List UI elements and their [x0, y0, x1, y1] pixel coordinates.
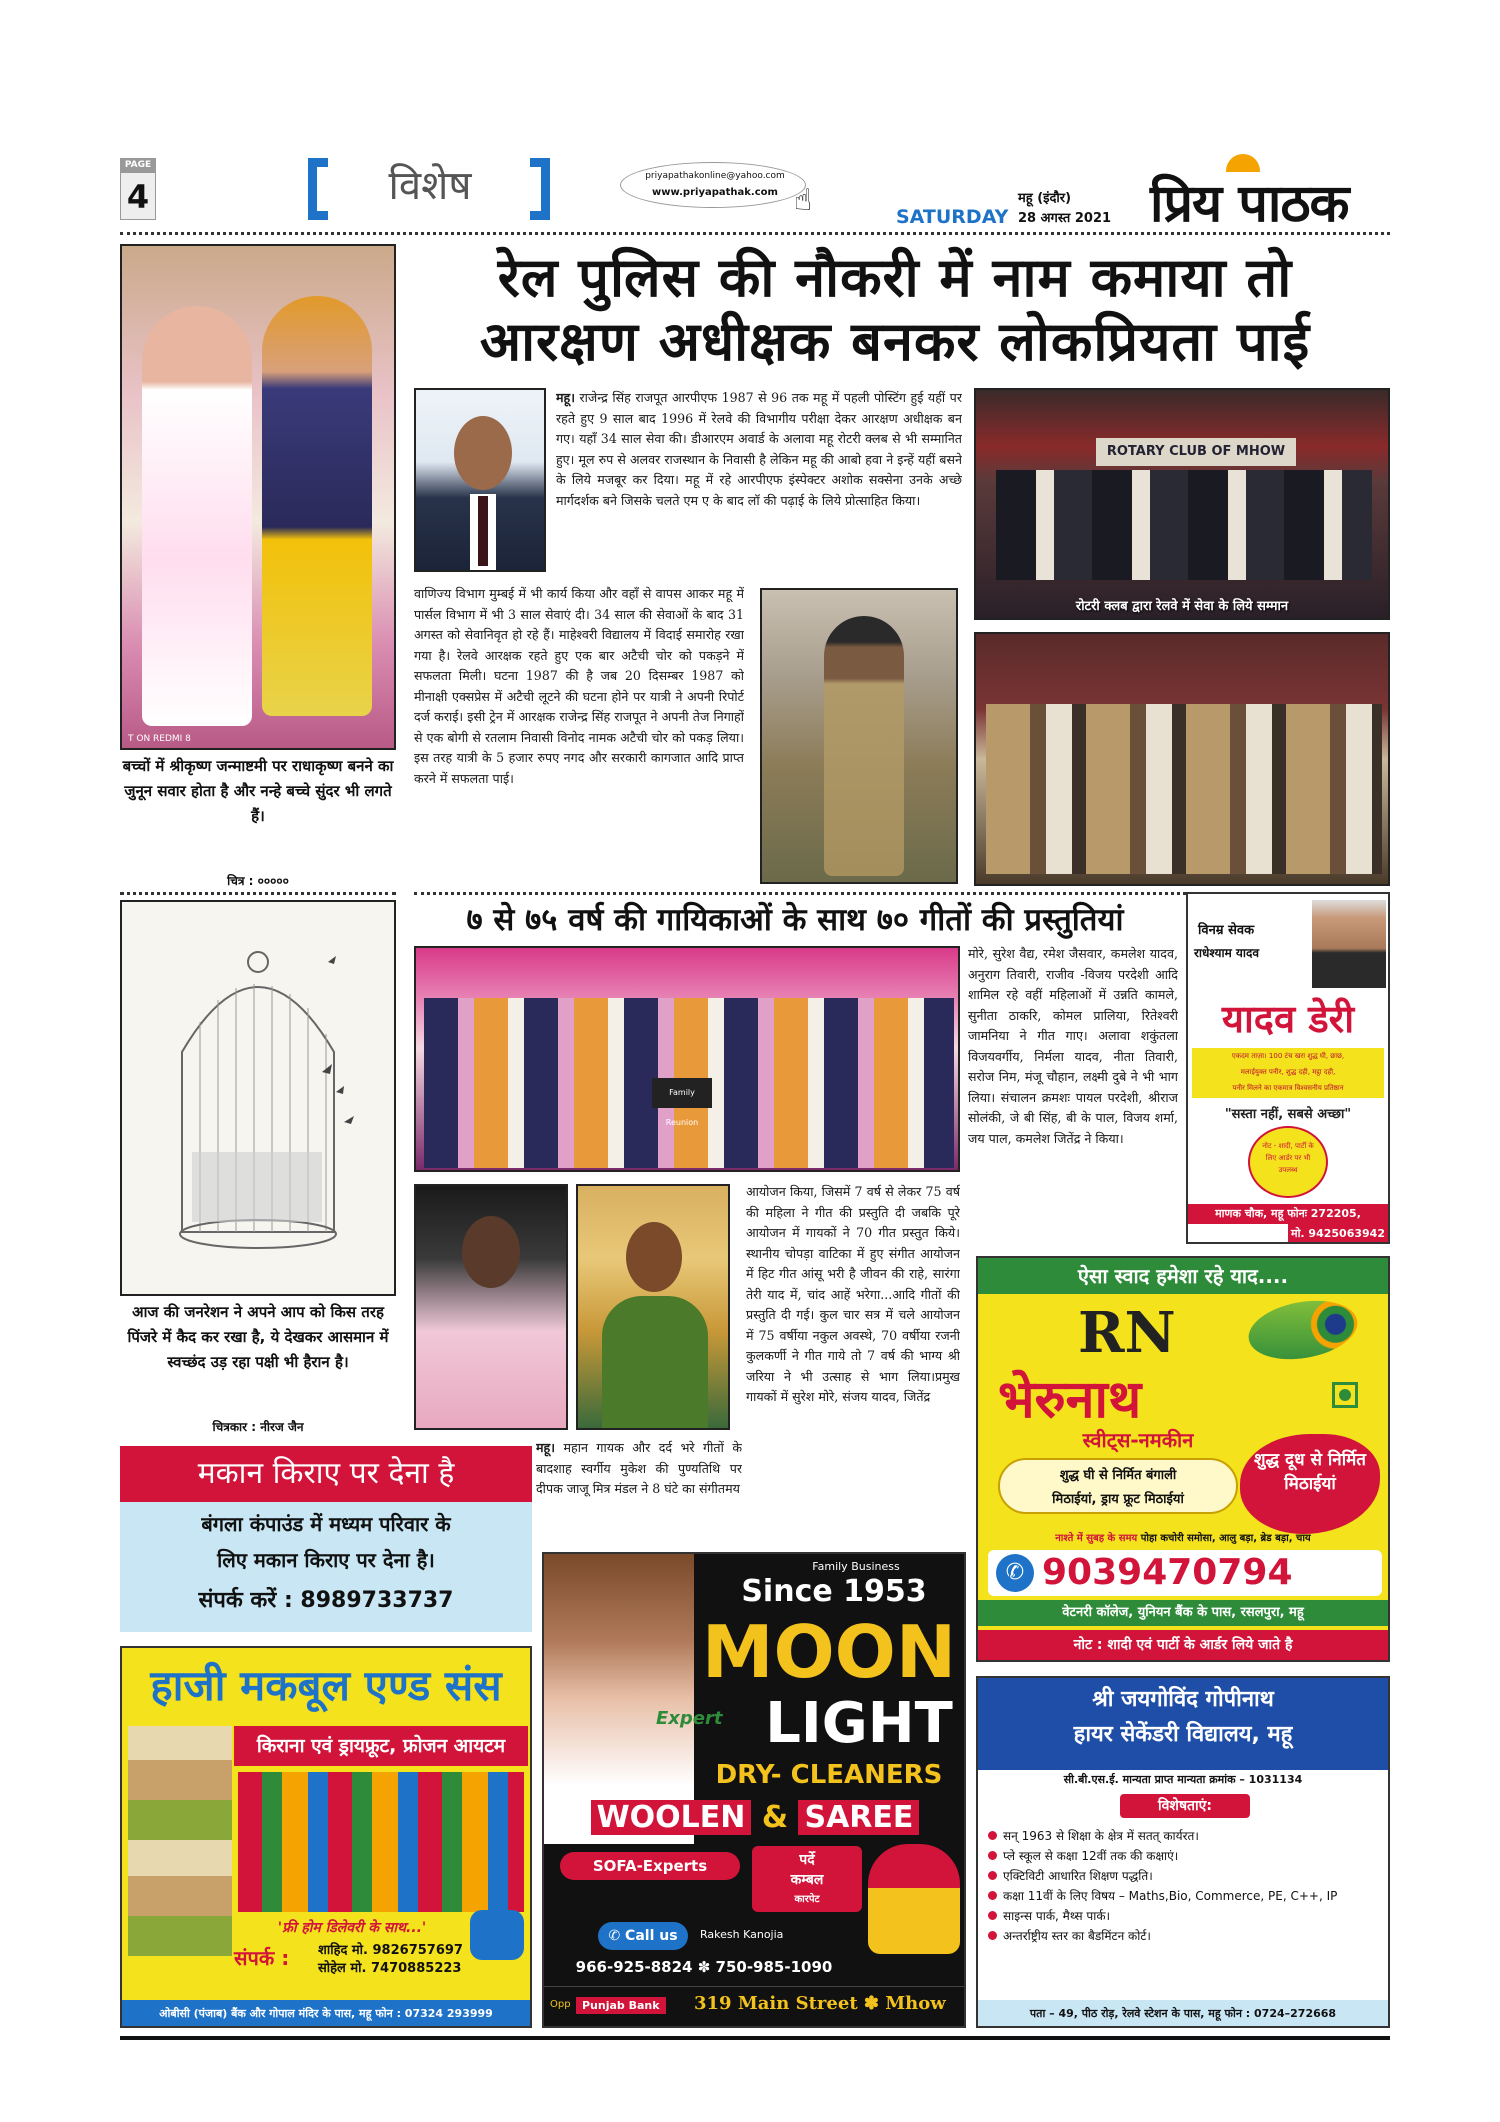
yadav-slogan: "सस्ता नहीं, सबसे अच्छा" — [1224, 1107, 1352, 1122]
day-label: SATURDAY — [896, 206, 1009, 228]
feature-text: कक्षा 11वीं के लिए विषय – Maths,Bio, Commerce, PE, C++, IP — [1003, 1889, 1338, 1903]
cage-credit: चित्रकार : नीरज जैन — [212, 1420, 304, 1434]
yadav-desc — [1192, 1048, 1384, 1098]
moon-address: 319 Main Street ✽ Mhow — [694, 1993, 946, 2014]
main-headline-1: रेल पुलिस की नौकरी में नाम कमाया तो — [497, 246, 1293, 309]
bhairunath-brand: भेरुनाथ — [998, 1369, 1142, 1430]
milk-splash-badge: शुद्ध दूध से निर्मित मिठाईयां — [1240, 1434, 1380, 1534]
header-divider — [120, 232, 1390, 235]
cage-caption: आज की जनरेशन ने अपने आप को किस तरह पिंजरे में कैद कर रखा है, ये देखकर आसमान में स्वच्छंद उड़ रहा पक्षी भी हैरान है। — [127, 1303, 389, 1371]
cage-drawing — [120, 900, 396, 1296]
yadav-dairy-ad[interactable] — [1186, 892, 1390, 1244]
main-headline-2: आरक्षण अधीक्षक बनकर लोकप्रियता पाई — [479, 310, 1311, 373]
parde-tag — [752, 1846, 862, 1912]
yadav-address: माणक चौक, महू फोनः 272205, — [1188, 1204, 1388, 1224]
saree-word: SAREE — [798, 1800, 919, 1835]
child-radha — [142, 306, 252, 726]
yadav-badge: नोट - शादी, पार्टी के लिए आर्डर पर भी उपलब्ध — [1248, 1126, 1328, 1198]
yadav-brand: यादव डेरी — [1221, 997, 1355, 1041]
carpet-word: कारपेट — [794, 1894, 820, 1905]
left-divider-1 — [120, 892, 396, 895]
cage-sketch-svg — [122, 902, 394, 1294]
haji-delivery: 'फ्री होम डिलेवरी के साथ...' — [277, 1920, 427, 1936]
school-title-2: हायर सेकेंडरी विद्यालय, महू — [1073, 1722, 1293, 1747]
singers-col-1 — [536, 1438, 742, 1548]
singers-col-2: आयोजन किया, जिसमें 7 वर्ष से लेकर 75 वर्ष की महिला ने गीत की प्रस्तुति दी जबकि पूरे आयोजन में गायकों ने 70 गीत प्रस्तुत किये। स्थानीय चोपड़ा वाटिका में हुए संगीत आयोजन में हिट गीत आंसू भरी है जीवन की राहे, सारंगा तेरी याद में, चांद आहें भरेगा...आदि गीतों की प्रस्तुति दी गई। कुल चार सत्र में चले आयोजन में 75 वर्षीया नकुल अवस्थे, 70 वर्षीया रजनी कुलकर्णी ने गीत गाये तो 7 वर्ष की भाग्य श्री जरिया ने भी उत्साह से भाग लिया।प्रमुख गायकों में सुरेश मोरे, संजय यादव, जितेंद्र — [746, 1184, 960, 1404]
feature-text: सन् 1963 से शिक्षा के क्षेत्र में सतत् कार्यरत। — [1003, 1829, 1199, 1843]
bhairunath-phone: 9039470794 — [1042, 1552, 1293, 1593]
page-badge — [120, 158, 156, 222]
page-number: 4 — [120, 172, 156, 220]
breakfast-label: नाश्ते में सुबह के समय — [1055, 1533, 1138, 1544]
peacock-feather-icon — [1244, 1293, 1362, 1367]
parde-word: पर्दे — [799, 1852, 815, 1868]
rpf-uniform-photo — [760, 588, 958, 884]
elder-singer-saree — [602, 1296, 708, 1430]
bullet-icon — [988, 1931, 997, 1940]
kambal-word: कम्बल — [790, 1872, 824, 1888]
child-krishna — [262, 296, 372, 716]
pill-line-1: शुद्ध घी से निर्मित बंगाली — [1059, 1468, 1177, 1483]
breakfast-line — [978, 1530, 1388, 1544]
contact-oval — [620, 162, 806, 208]
call-us-label: Call us — [625, 1928, 678, 1944]
feature-item — [988, 1827, 1382, 1844]
camera-watermark: T ON REDMI 8 — [128, 734, 191, 744]
website-text[interactable]: www.priyapathak.com — [652, 187, 778, 198]
rn-logo: RN — [1078, 1300, 1176, 1366]
singers-col-3: मोरे, सुरेश वैद्य, रमेश जैसवार, कमलेश यादव, अनुराग तिवारी, राजीव -विजय परदेशी आदि शामिल रहे वहीं महिलाओं में उन्नति कामले, सुनीता ठाकरि, कोमल प्रालिया, रितेश्वरी जामनिया ने गीत गाए। अलावा शकुंतला विजयवर्गीय, निर्मला यादव, नीता तिवारी, सरोज निम, मंजू चौहान, लक्ष्मी दुबे ने भी भाग लिया। संचालन क्रमशः पायल परदेशी, श्रीराज सोलंकी, जे बी सिंह, बी के पाल, विजय शर्मा, जय पाल, कमलेश जितेंद्र ने किया। — [968, 946, 1178, 1146]
main-story-para-2: वाणिज्य विभाग मुम्बई में भी कार्य किया और वहाँ से वापस आकर महू में पार्सल विभाग में भी 3 साल सेवाएं दी। 34 साल की सेवाओं के बाद 31 अगस्त को सेवानिवृत हो रहे हैं। माहेश्वरी विद्यालय में विदाई समारोह रखा गया है। रेलवे आरक्षक रहते हुए एक बार अटैची चोर को पकड़ने में सफलता मिली। घटना 1987 की है जब 20 दिसम्बर 1987 को मीनाक्षी एक्सप्रेस में अटैची लूटने की घटना होने पर यात्री ने अपनी रिपोर्ट दर्ज कराई। इसी ट्रेन में आरक्षक राजेन्द्र सिंह राजपूत ने अपनी तेज निगाहों से एक बोगी से रतलाम निवासी विनोद नामक अटैची चोर को पकड़ लिया। इस तरह यात्री के 5 हजार रुपए नगद और सरकारी कागजात आदि प्राप्त करने में सफलता पाई। — [414, 586, 744, 786]
school-header — [978, 1678, 1388, 1770]
woolen-word: WOOLEN — [591, 1800, 752, 1835]
rent-contact[interactable]: संपर्क करें : 8989733737 — [198, 1588, 454, 1613]
elder-singer-photo — [576, 1184, 730, 1430]
feature-item — [988, 1907, 1382, 1924]
house-rent-ad[interactable] — [120, 1446, 532, 1632]
bullet-icon — [988, 1831, 997, 1840]
singers-col1-text: महान गायक और दर्द भरे गीतों के बादशाह स्वर्गीय मुकेश की पुण्यतिथि पर दीपक जाजू मित्र मंडल ने 8 घंटे का संगीतमय — [536, 1440, 742, 1496]
moon-light-drycleaners-ad[interactable] — [542, 1552, 966, 2028]
amp-symbol: & — [761, 1800, 789, 1835]
feature-text: एक्टिविटी आधारित शिक्षण पद्धति। — [1003, 1869, 1153, 1883]
singers-headline: ७ से ७५ वर्ष की गायिकाओं के साथ ७० गीतों की प्रस्तुतियां — [466, 902, 1124, 938]
feature-item — [988, 1847, 1382, 1864]
place-label: महू (इंदौर) — [1018, 191, 1072, 206]
feature-item — [988, 1867, 1382, 1884]
dryfruit-collage — [128, 1726, 232, 1956]
bhairunath-address: वेटनरी कॉलेज, युनियन बैंक के पास, रसलपुरा, महू — [978, 1600, 1388, 1626]
bhairunath-phone-row[interactable] — [988, 1550, 1382, 1596]
delivery-scooter-icon — [470, 1910, 524, 1960]
bhairunath-note: नोट : शादी एवं पार्टी के आर्डर लिये जाते है — [978, 1630, 1388, 1660]
moon-phones[interactable]: 966-925-8824 ✽ 750-985-1090 — [575, 1958, 833, 1976]
haji-address: ओबीसी (पंजाब) बैंक और गोपाल मंदिर के पास, महू फोन : 07324 293999 — [122, 2000, 530, 2028]
rent-line-1: बंगला कंपाउंड में मध्यम परिवार के — [201, 1512, 451, 1536]
email-text[interactable]: priyapathakonline@yahoo.com — [645, 171, 785, 181]
pill-line-2: मिठाईयां, ड्राय फ्रूट मिठाईयां — [1052, 1492, 1184, 1507]
bhairunath-subtitle: स्वीट्स-नमकीन — [1082, 1428, 1194, 1452]
moon-word: MOON — [701, 1610, 957, 1694]
main-dateline: महू। — [556, 390, 575, 405]
main-story-para-1 — [556, 388, 962, 578]
young-singer-face — [462, 1216, 520, 1288]
yadav-desc-2: मलाईयुक्त पनीर, शुद्ध दही, मट्ठा दही, — [1240, 1068, 1336, 1076]
bullet-icon — [988, 1851, 997, 1860]
bhairunath-pill — [998, 1458, 1238, 1514]
school-address: पता – 49, पीठ रोड़, रेलवे स्टेशन के पास, महू फोन : 0724–272668 — [978, 2000, 1388, 2028]
bhairunath-sweets-ad[interactable] — [976, 1256, 1390, 1662]
call-us-button[interactable]: ✆ Call us — [598, 1922, 688, 1950]
rent-title: मकान किराए पर देना है — [120, 1446, 532, 1502]
school-recognition: सी.बी.एस.ई. मान्यता प्राप्त मान्यता क्रमांक – 1031134 — [1063, 1773, 1303, 1786]
bullet-icon — [988, 1871, 997, 1880]
page-bottom-rule — [120, 2036, 1390, 2040]
haji-contact-1[interactable]: शाहिद मो. 9826757697 — [318, 1943, 463, 1958]
school-features-list — [988, 1824, 1382, 1947]
phone-icon: ✆ — [996, 1554, 1034, 1592]
yadav-desc-1: एकदम ताज़ा। 100 टंच खरा शुद्ध घी, छाछ, — [1231, 1052, 1345, 1060]
breakfast-items: पोहा कचोरी समोसा, आलु बड़ा, ब्रेड बड़ा, चाय — [1140, 1533, 1311, 1544]
grocery-collage — [238, 1772, 524, 1912]
drycleaners-text: DRY- CLEANERS — [715, 1760, 943, 1790]
school-ad[interactable] — [976, 1676, 1390, 2028]
feature-text: प्ले स्कूल से कक्षा 12वीं तक की कक्षाएं। — [1003, 1849, 1179, 1863]
feature-item — [988, 1927, 1382, 1944]
stage-banner: Family Reunion — [652, 1078, 712, 1108]
farewell-group-photo — [974, 632, 1390, 886]
haji-contact-2[interactable]: सोहेल मो. 7470885223 — [318, 1961, 462, 1976]
portrait-face — [454, 416, 512, 490]
rotary-banner: ROTARY CLUB OF MHOW — [1096, 438, 1296, 466]
yadav-name: राधेश्याम यादव — [1194, 946, 1260, 960]
rajendra-portrait-photo — [414, 388, 546, 572]
young-singer-photo — [414, 1184, 568, 1430]
school-title-1: श्री जयगोविंद गोपीनाथ — [1092, 1687, 1274, 1712]
page-label: PAGE — [120, 158, 156, 172]
delivery-rider-icon — [868, 1844, 960, 1954]
award-people — [996, 470, 1372, 580]
school-features-label: विशेषताएं: — [1120, 1794, 1250, 1818]
yadav-portrait — [1312, 900, 1386, 988]
yadav-desc-3: पनीर मिलने का एकमात्र विश्वसनीय प्रतिष्ठान — [1232, 1084, 1344, 1092]
sofa-experts-tag: SOFA-Experts — [560, 1852, 740, 1880]
section-bracket-left — [308, 158, 328, 220]
veg-mark-icon — [1332, 1382, 1358, 1408]
moon-since: Since 1953 — [741, 1574, 927, 1609]
punjab-bank-label: Punjab Bank — [576, 1997, 666, 2014]
section-title: विशेष — [388, 163, 472, 209]
rotary-award-photo — [974, 388, 1390, 620]
haji-contact-label: संपर्क : — [234, 1946, 290, 1970]
moon-bottom-bar — [544, 1986, 964, 2028]
bhairunath-tagline: ऐसा स्वाद हमेशा रहे याद.... — [978, 1258, 1388, 1294]
bullet-icon — [988, 1891, 997, 1900]
krishna-photo-credit: चित्र : ००००० — [227, 874, 289, 888]
logo-sun-icon — [1226, 154, 1260, 172]
group-people — [986, 704, 1382, 874]
date-label: 28 अगस्त 2021 — [1018, 211, 1112, 226]
owner-name: Rakesh Kanojia — [700, 1928, 784, 1941]
rotary-photo-caption: रोटरी क्लब द्वारा रेलवे में सेवा के लिये सम्मान — [1075, 599, 1289, 614]
singers-dateline: महू। — [536, 1440, 555, 1455]
masthead-logo: प्रिय पाठक — [1150, 174, 1349, 234]
haji-makbool-ad[interactable] — [120, 1646, 532, 2028]
bullet-icon — [988, 1911, 997, 1920]
pointer-hand-icon: ☝ — [794, 183, 813, 218]
yadav-mobile: मो. 9425063942 — [1288, 1224, 1388, 1244]
feature-item — [988, 1887, 1382, 1904]
opp-label: Opp — [550, 1999, 571, 2010]
elder-singer-face — [626, 1222, 682, 1292]
radha-krishna-photo — [120, 244, 396, 750]
haji-subtitle: किराना एवं ड्रायफ्रूट, फ्रोजन आयटम — [234, 1726, 528, 1766]
expert-tag: Expert — [656, 1708, 723, 1729]
rent-line-2: लिए मकान किराए पर देना है। — [217, 1548, 435, 1572]
portrait-tie — [478, 496, 488, 566]
moon-family: Family Business — [812, 1560, 900, 1573]
haji-title: हाजी मकबूल एण्ड संस — [150, 1661, 502, 1710]
singers-stage-photo — [414, 946, 960, 1172]
main-para1-text: राजेन्द्र सिंह राजपूत आरपीएफ 1987 से 96 तक महू में पहली पोस्टिंग हुई यहीं पर रहते हुए 9 साल बाद 1996 में रेलवे की विभागीय परीक्षा देकर आरक्षण अधीक्षक बन गए। यहाँ 34 साल सेवा की। डीआरएम अवार्ड के अलावा महू रोटरी क्लब से भी सम्मानित हुए। मूल रुप से अलवर राजस्थान के निवासी है लेकिन महू की आबो हवा ने इन्हें यहीं बसने के लिये मजबूर कर दिया। महू में रहे आरपीएफ इंस्पेक्टर अशोक सक्सेना उनके अच्छे मार्गदर्शक बने जिसके चलते एम ए के बाद लॉ की पढ़ाई के लिये प्रोत्साहित किया। — [556, 390, 962, 508]
officer-figure — [824, 616, 904, 876]
krishna-caption: बच्चों में श्रीकृष्ण जन्माष्टमी पर राधाकृष्ण बनने का जुनून सवार होता है और नन्हे बच्चे सुंदर भी लगते हैं। — [122, 757, 394, 825]
feature-text: अन्तर्राष्ट्रीय स्तर का बैडमिंटन कोर्ट। — [1003, 1929, 1151, 1943]
woolen-saree-row — [548, 1798, 962, 1838]
feature-text: साइन्स पार्क, मैथ्स पार्क। — [1003, 1909, 1111, 1923]
light-word: LIGHT — [765, 1691, 953, 1756]
yadav-sevak-line: विनम्र सेवक — [1198, 923, 1255, 938]
section-bracket-right — [530, 158, 550, 220]
